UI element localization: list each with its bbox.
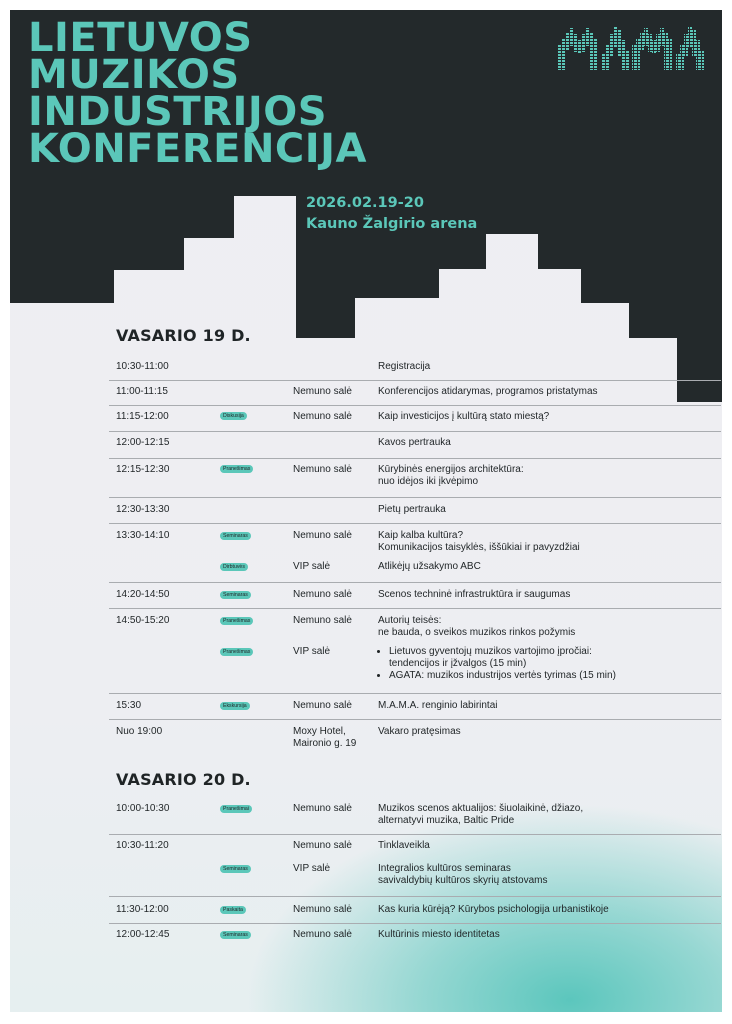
time: 15:30 xyxy=(116,700,142,711)
time: 10:00-10:30 xyxy=(116,803,170,814)
bullet-line: tendencijos ir įžvalgos (15 min) xyxy=(389,658,527,669)
room-line: Moxy Hotel, xyxy=(293,726,346,737)
session-type-badge: Ekskursija xyxy=(220,702,250,710)
session-title xyxy=(378,615,575,639)
time: 12:15-12:30 xyxy=(116,464,170,475)
session-type-badge: Seminaras xyxy=(220,591,251,599)
session-title-line: alternatyvi muzika, Baltic Pride xyxy=(378,815,515,826)
session-type-badge: Seminaras xyxy=(220,532,251,540)
time: 13:30-14:10 xyxy=(116,530,170,541)
session-title: Kaip investicijos į kultūrą stato miestą? xyxy=(378,411,550,422)
session-title: Scenos techninė infrastruktūra ir saugumas xyxy=(378,589,571,600)
session-bullet-list xyxy=(378,646,616,682)
session-title: Tinklaveikla xyxy=(378,840,430,851)
time: 11:15-12:00 xyxy=(116,411,169,422)
time: 10:30-11:20 xyxy=(116,840,169,851)
session-title: Konferencijos atidarymas, programos pristatymas xyxy=(378,386,598,397)
schedule-row xyxy=(109,694,721,720)
session-type-badge: Diskusija xyxy=(220,412,247,420)
room: Nemuno salė xyxy=(293,840,352,851)
schedule-row xyxy=(109,897,721,924)
time: 14:50-15:20 xyxy=(116,615,170,626)
session-title-line: savivaldybių kultūros skyrių atstovams xyxy=(378,875,548,886)
session-title xyxy=(378,530,580,554)
session-title: Kavos pertrauka xyxy=(378,437,451,448)
session-title-line: nuo idėjos iki įkvėpimo xyxy=(378,476,479,487)
event-venue: Kauno Žalgirio arena xyxy=(306,216,478,232)
schedule-row xyxy=(109,459,721,498)
session-title-line: Muzikos scenos aktualijos: šiuolaikinė, džiazo, xyxy=(378,803,584,814)
room: Nemuno salė xyxy=(293,700,352,711)
day-heading: VASARIO 20 D. xyxy=(116,770,251,789)
schedule-row xyxy=(109,609,721,694)
session-type-badge: Pranešimai xyxy=(220,805,252,813)
schedule-row xyxy=(109,498,721,524)
date-venue-block xyxy=(306,193,477,235)
schedule-row xyxy=(109,524,721,583)
mama-logo xyxy=(558,24,704,70)
room: Nemuno salė xyxy=(293,589,352,600)
bullet-line: Lietuvos gyventojų muzikos vartojimo įpročiai: xyxy=(389,646,592,657)
session-type-badge: Pranešimas xyxy=(220,465,253,473)
time: 11:00-11:15 xyxy=(116,386,168,397)
title-line: INDUSTRIJOS xyxy=(28,89,328,135)
session-title: Pietų pertrauka xyxy=(378,504,446,515)
schedule-day1 xyxy=(109,358,721,760)
session-title xyxy=(378,803,583,827)
room: Nemuno salė xyxy=(293,411,352,422)
schedule-row xyxy=(109,358,721,381)
room: Nemuno salė xyxy=(293,530,352,541)
session-title xyxy=(378,464,524,488)
room xyxy=(293,726,356,750)
room: VIP salė xyxy=(293,561,331,572)
session-title-line: Autorių teisės: xyxy=(378,615,442,626)
event-date: 2026.02.19-20 xyxy=(306,195,424,211)
schedule-row xyxy=(109,720,721,760)
room: Nemuno salė xyxy=(293,615,352,626)
schedule-row xyxy=(109,924,721,950)
session-title: Atlikėjų užsakymo ABC xyxy=(378,561,481,572)
room: Nemuno salė xyxy=(293,904,352,915)
schedule-row xyxy=(109,798,721,835)
time: 12:30-13:30 xyxy=(116,504,170,515)
room: Nemuno salė xyxy=(293,929,352,940)
room-line: Maironio g. 19 xyxy=(293,738,357,749)
session-title-line: Kūrybinės energijos architektūra: xyxy=(378,464,524,475)
room: Nemuno salė xyxy=(293,464,352,475)
session-type-badge: Dirbtuvės xyxy=(220,563,248,571)
session-title-line: ne bauda, o sveikos muzikos rinkos požymis xyxy=(378,627,576,638)
time: 10:30-11:00 xyxy=(116,361,169,372)
bullet-item xyxy=(389,646,616,670)
schedule-row xyxy=(109,381,721,406)
session-type-badge: Seminaras xyxy=(220,931,251,939)
room: VIP salė xyxy=(293,863,331,874)
room: Nemuno salė xyxy=(293,803,352,814)
schedule-day2 xyxy=(109,798,721,950)
day-heading: VASARIO 19 D. xyxy=(116,326,251,345)
session-type-badge: Pranešimas xyxy=(220,617,253,625)
schedule-row xyxy=(109,432,721,459)
session-title: Kas kuria kūrėją? Kūrybos psichologija urbanistikoje xyxy=(378,904,609,915)
session-type-badge: Pranešimas xyxy=(220,648,253,656)
time: Nuo 19:00 xyxy=(116,726,163,737)
title-line: LIETUVOS xyxy=(28,15,253,61)
session-type-badge: Seminaras xyxy=(220,865,251,873)
schedule-row xyxy=(109,835,721,897)
bullet-line: AGATA: muzikos industrijos vertės tyrimas (15 min) xyxy=(389,670,616,681)
schedule-row xyxy=(109,406,721,432)
time: 11:30-12:00 xyxy=(116,904,169,915)
time: 14:20-14:50 xyxy=(116,589,170,600)
session-title-line: Kaip kalba kultūra? xyxy=(378,530,464,541)
session-title-line: Komunikacijos taisyklės, iššūkiai ir pavyzdžiai xyxy=(378,542,580,553)
session-title: M.A.M.A. renginio labirintai xyxy=(378,700,498,711)
session-title: Kultūrinis miesto identitetas xyxy=(378,929,500,940)
session-title: Vakaro pratęsimas xyxy=(378,726,461,737)
bullet-item xyxy=(389,670,616,682)
title-line: MUZIKOS xyxy=(28,52,240,98)
schedule-row xyxy=(109,583,721,609)
session-title-line: Integralios kultūros seminaras xyxy=(378,863,511,874)
conference-title xyxy=(28,15,368,172)
session-title xyxy=(378,863,548,887)
conference-poster xyxy=(10,10,722,1012)
session-type-badge: Paskaita xyxy=(220,906,246,914)
time: 12:00-12:45 xyxy=(116,929,170,940)
title-line: KONFERENCIJA xyxy=(28,126,368,172)
time: 12:00-12:15 xyxy=(116,437,170,448)
room: Nemuno salė xyxy=(293,386,352,397)
room: VIP salė xyxy=(293,646,331,657)
session-title: Registracija xyxy=(378,361,431,372)
